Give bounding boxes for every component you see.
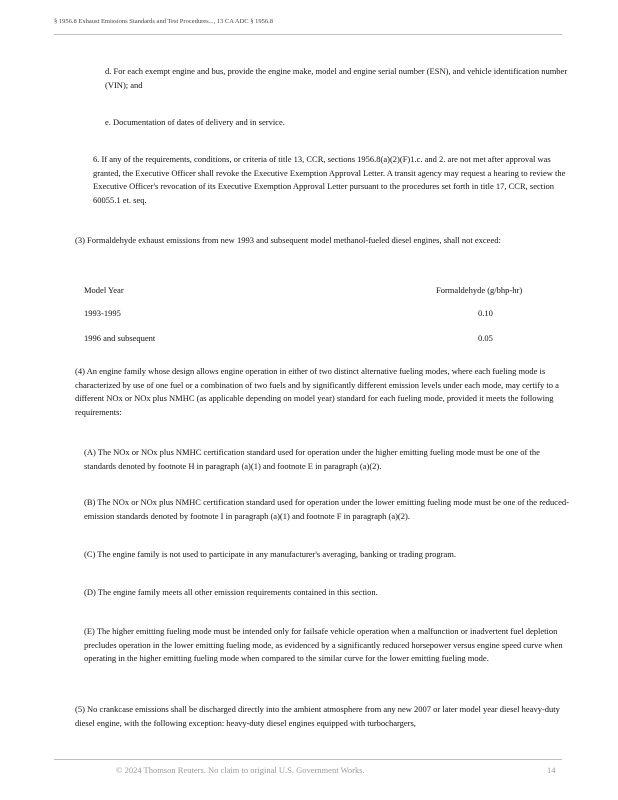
paragraph-d: d. For each exempt engine and bus, provide the engine make, model and engine serial number (ESN), and vehicle identification number (VIN); and xyxy=(105,66,568,90)
paragraph-6: 6. If any of the requirements, conditions, or criteria of title 13, CCR, sections 1956.8(a)(2)(F)1.c. and 2. are not met after approval was granted, the Executive Officer shall revoke the Executive Exemption Approval Letter. A transit agency may request a hearing to review the Executive Officer's revocation of its Executive Exemption Approval Letter pursuant to the procedures set forth in title 17, CCR, section 60055.1 et. seq. xyxy=(93,154,566,205)
paragraph-4D: (D) The engine family meets all other emission requirements contained in this section. xyxy=(84,587,378,597)
table-cell-value: 0.05 xyxy=(478,333,493,343)
header-rule xyxy=(54,34,562,35)
footer-rule xyxy=(54,759,562,760)
table-cell-year: 1996 and subsequent xyxy=(84,333,156,343)
table-cell-year: 1993-1995 xyxy=(84,308,121,318)
running-header: § 1956.8 Exhaust Emissions Standards and Test Procedures..., 13 CA ADC § 1956.8 xyxy=(54,18,273,25)
paragraph-4B: (B) The NOx or NOx plus NMHC certification standard used for operation under the lower emitting fueling mode must be one of the reduced-emission standards denoted by footnote I in paragraph (a)(1) and footnote F in paragraph (a)(2). xyxy=(84,497,569,521)
paragraph-4E: (E) The higher emitting fueling mode must be intended only for failsafe vehicle operation when a malfunction or inadvertent fuel depletion precludes operation in the lower emitting fueling mode, as evidenced by a significantly reduced horsepower versus engine speed curve when operating in the higher emitting fueling mode when compared to the similar curve for the lower emitting fueling mode. xyxy=(84,626,563,663)
copyright-notice: © 2024 Thomson Reuters. No claim to original U.S. Government Works. xyxy=(116,765,365,775)
paragraph-5: (5) No crankcase emissions shall be discharged directly into the ambient atmosphere from any new 2007 or later model year diesel heavy-duty diesel engine, with the following exception: heavy-duty diesel engines equipped with turbochargers, xyxy=(75,704,560,728)
table-header-formaldehyde: Formaldehyde (g/bhp-hr) xyxy=(436,285,523,295)
table-cell-value: 0.10 xyxy=(478,308,493,318)
page-number: 14 xyxy=(547,765,556,775)
paragraph-4: (4) An engine family whose design allows engine operation in either of two distinct alternative fueling modes, where each fueling mode is characterized by use of one fuel or a combination of two fuels and by significantly different emission levels under each mode, may certify to a different NOx or NOx plus NMHC (as applicable depending on model year) standard for each fueling mode, provided it meets the following requirements: xyxy=(75,366,559,417)
paragraph-4C: (C) The engine family is not used to participate in any manufacturer's averaging, banking or trading program. xyxy=(84,549,456,559)
paragraph-4A: (A) The NOx or NOx plus NMHC certification standard used for operation under the higher emitting fueling mode must be one of the standards denoted by footnote H in paragraph (a)(1) and footnote E in paragraph (a)(2). xyxy=(84,447,540,471)
paragraph-3: (3) Formaldehyde exhaust emissions from new 1993 and subsequent model methanol-fueled diesel engines, shall not exceed: xyxy=(75,235,501,245)
paragraph-e: e. Documentation of dates of delivery and in service. xyxy=(105,117,285,127)
table-header-model-year: Model Year xyxy=(84,285,124,295)
